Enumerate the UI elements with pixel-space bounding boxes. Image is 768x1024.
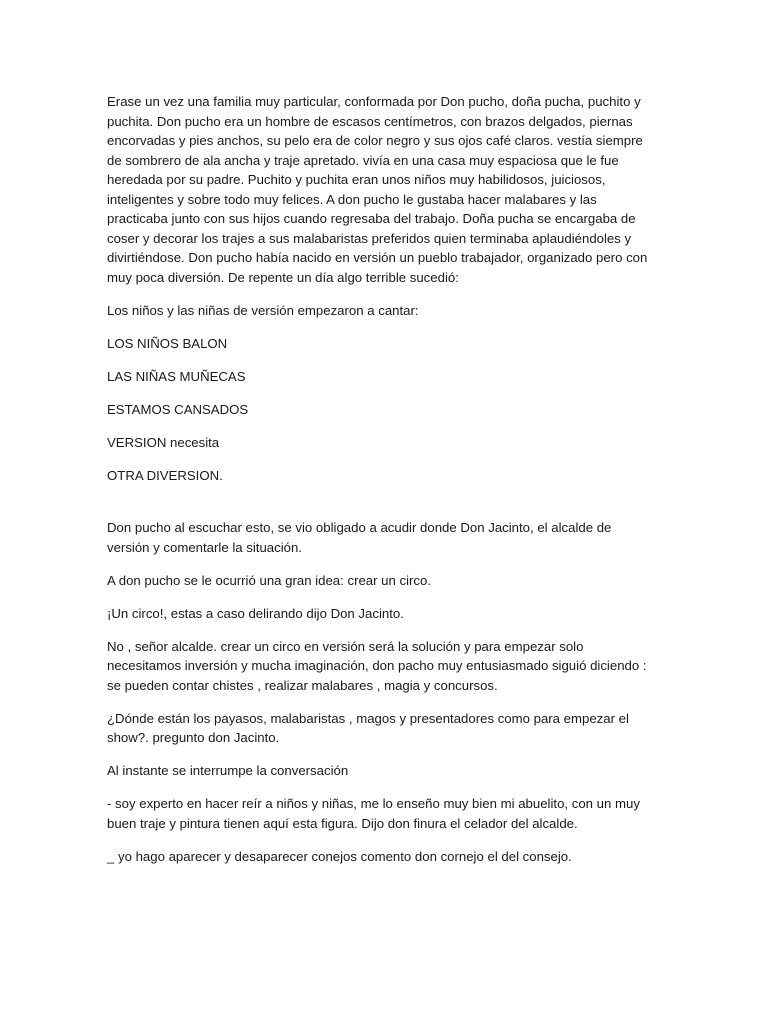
document-body (107, 92, 655, 880)
paragraph-children-sing: Los niños y las niñas de versión empezaron a cantar: (107, 302, 419, 318)
paragraph-jacinto-reply: ¡Un circo!, estas a caso delirando dijo Don Jacinto. (107, 605, 404, 621)
paragraph-interruption: Al instante se interrumpe la conversación (107, 763, 349, 778)
paragraph-pucho-explains: No , señor alcalde. crear un circo en versión será la solución y para empezar solo necesitamos inversión y mucha imaginación, don pacho muy entusiasmado siguió diciendo : se pueden contar chistes , realizar malabares , magia y concursos. (107, 638, 647, 693)
paragraph-don-pucho-visits: Don pucho al escuchar esto, se vio obligado a acudir donde Don Jacinto, el alcalde de versión y comentarle la situación. (107, 520, 612, 555)
paragraph-intro: Erase un vez una familia muy particular, conformada por Don pucho, doña pucha, puchito y puchita. Don pucho era un hombre de escasos centímetros, con brazos delgados, piernas encorvadas y pies anchos, su pelo era de color negro y sus ojos café claros. vestía siempre de sombrero de ala ancha y traje apretado. vivía en una casa muy espaciosa que le fue heredada por su padre. Puchito y puchita eran unos niños muy habilidosos, juiciosos, inteligentes y sobre todo muy felices. A don pucho le gustaba hacer malabares y las practicaba junto con sus hijos cuando regresaba del trabajo. Doña pucha se encargaba de coser y decorar los trajes a sus malabaristas preferidos quien terminaba aplaudiéndoles y divirtiéndose. Don pucho había nacido en versión un pueblo trabajador, organizado pero con muy poca diversión. De repente un día algo terrible sucedió: (107, 94, 648, 285)
song-line-3: ESTAMOS CANSADOS (107, 401, 249, 417)
song-line-4: VERSION necesita (107, 434, 220, 450)
paragraph-jacinto-question: ¿Dónde están los payasos, malabaristas , magos y presentadores como para empezar el show?. pregunto don Jacinto. (107, 710, 629, 745)
song-line-2: LAS NIÑAS MUÑECAS (107, 368, 246, 384)
song-line-5: OTRA DIVERSION. (107, 467, 223, 483)
paragraph-circus-idea: A don pucho se le ocurrió una gran idea: crear un circo. (107, 572, 432, 588)
song-line-1: LOS NIÑOS BALON (107, 335, 228, 351)
paragraph-don-cornejo: _ yo hago aparecer y desaparecer conejos comento don cornejo el del consejo. (107, 848, 572, 864)
paragraph-don-finura: - soy experto en hacer reír a niños y niñas, me lo enseño muy bien mi abuelito, con un muy buen traje y pintura tienen aquí esta figura. Dijo don finura el celador del alcalde. (107, 796, 640, 831)
